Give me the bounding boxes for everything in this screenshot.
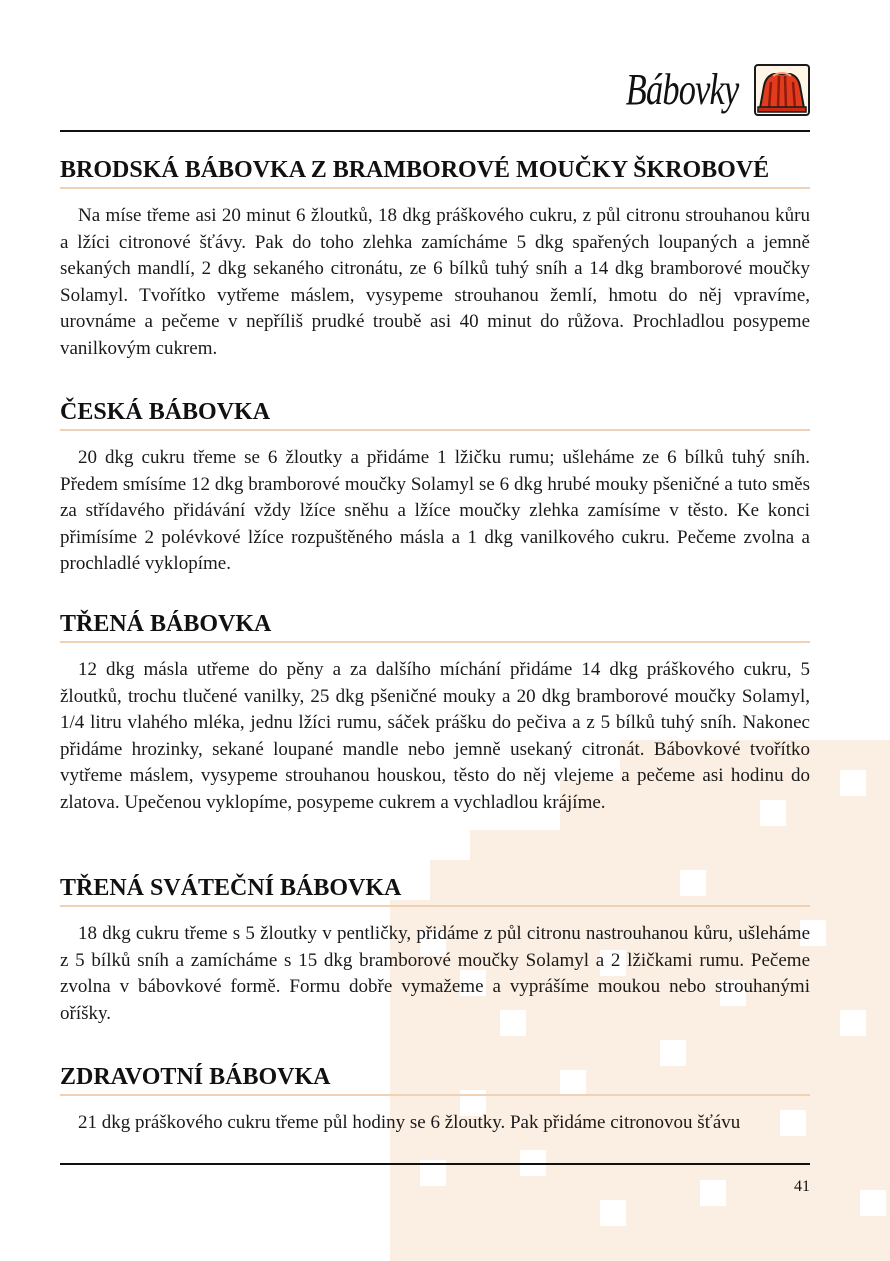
recipe-heading: TŘENÁ BÁBOVKA: [60, 609, 810, 643]
recipe-trena-svatecni-babovka: [60, 873, 810, 1027]
recipe-text: Na míse třeme asi 20 minut 6 žloutků, 18 dkg práškového cukru, z půl citronu strouhanou kůru a lžíci citronové šťávy. Pak do toho zlehka zamícháme 5 dkg spařených loupaných a jemně sekaných mandlí, 2 dkg sekaného citronátu, ze 6 bílků tuhý sníh a 14 dkg bramborové moučky Solamyl. Tvořítko vytřeme máslem, vysypeme strouhanou žemlí, hmotu do něj vpravíme, urovnáme a pečeme v nepříliš prudké troubě asi 40 minut do růžova. Prochladlou posypeme vanilkovým cukrem.: [60, 205, 810, 359]
recipe-text: 18 dkg cukru třeme s 5 žloutky v pentličky, přidáme z půl citronu nastrouhanou kůru, ušleháme z 5 bílků sníh a zamícháme s 15 dkg bramborové moučky Solamyl a 2 lžičkami rumu. Pečeme zvolna v bábovkové formě. Formu dobře vymažeme a vyprášíme moukou nebo strouhanými oříšky.: [60, 923, 810, 1024]
page-number: 41: [794, 1178, 810, 1195]
recipe-text: 12 dkg másla utřeme do pěny a za dalšího míchání přidáme 14 dkg práškového cukru, 5 žloutků, trochu tlučené vanilky, 25 dkg pšeničné mouky a 20 dkg bramborové moučky Solamyl, 1/4 litru vlahého mléka, jednu lžíci rumu, sáček prášku do pečiva a z 5 bílků tuhý sníh. Nakonec přidáme hrozinky, sekané loupané mandle nebo jemně usekaný citronát. Bábovkové tvořítko vytřeme máslem, vysypeme strouhanou houskou, těsto do něj vlejeme a pečeme asi hodinu do zlatova. Upečenou vyklopíme, posypeme cukrem a vychladlou krájíme.: [60, 659, 810, 813]
recipe-text: 20 dkg cukru třeme se 6 žloutky a přidáme 1 lžičku rumu; ušleháme ze 6 bílků tuhý sníh. Předem smísíme 12 dkg bramborové moučky Solamyl se 6 dkg hrubé mouky pšeničné a tuto směs za střídavého přidávání vždy lžíce sněhu a lžíce moučky zlehka zamísíme v těsto. Ke konci přimísíme 2 polévkové lžíce rozpuštěného másla a 1 dkg vanilkového cukru. Pečeme zvolna a prochladlé vyklopíme.: [60, 447, 810, 575]
chapter-title: Bábovky: [625, 65, 738, 114]
recipe-zdravotni-babovka: [60, 1062, 810, 1137]
header-rule: [60, 130, 810, 132]
recipe-ceska-babovka: [60, 397, 810, 578]
recipe-trena-babovka: [60, 609, 810, 817]
footer-rule: [60, 1163, 810, 1165]
recipe-heading: ZDRAVOTNÍ BÁBOVKA: [60, 1062, 810, 1096]
bundt-cake-icon: [754, 64, 810, 116]
recipe-text: 21 dkg práškového cukru třeme půl hodiny se 6 žloutky. Pak přidáme citronovou šťávu: [78, 1112, 741, 1133]
recipe-heading: TŘENÁ SVÁTEČNÍ BÁBOVKA: [60, 873, 810, 907]
recipe-heading: ČESKÁ BÁBOVKA: [60, 397, 810, 431]
recipe-brodska-babovka: [60, 155, 810, 363]
recipe-heading: BRODSKÁ BÁBOVKA Z BRAMBOROVÉ MOUČKY ŠKROBOVÉ: [60, 155, 810, 189]
